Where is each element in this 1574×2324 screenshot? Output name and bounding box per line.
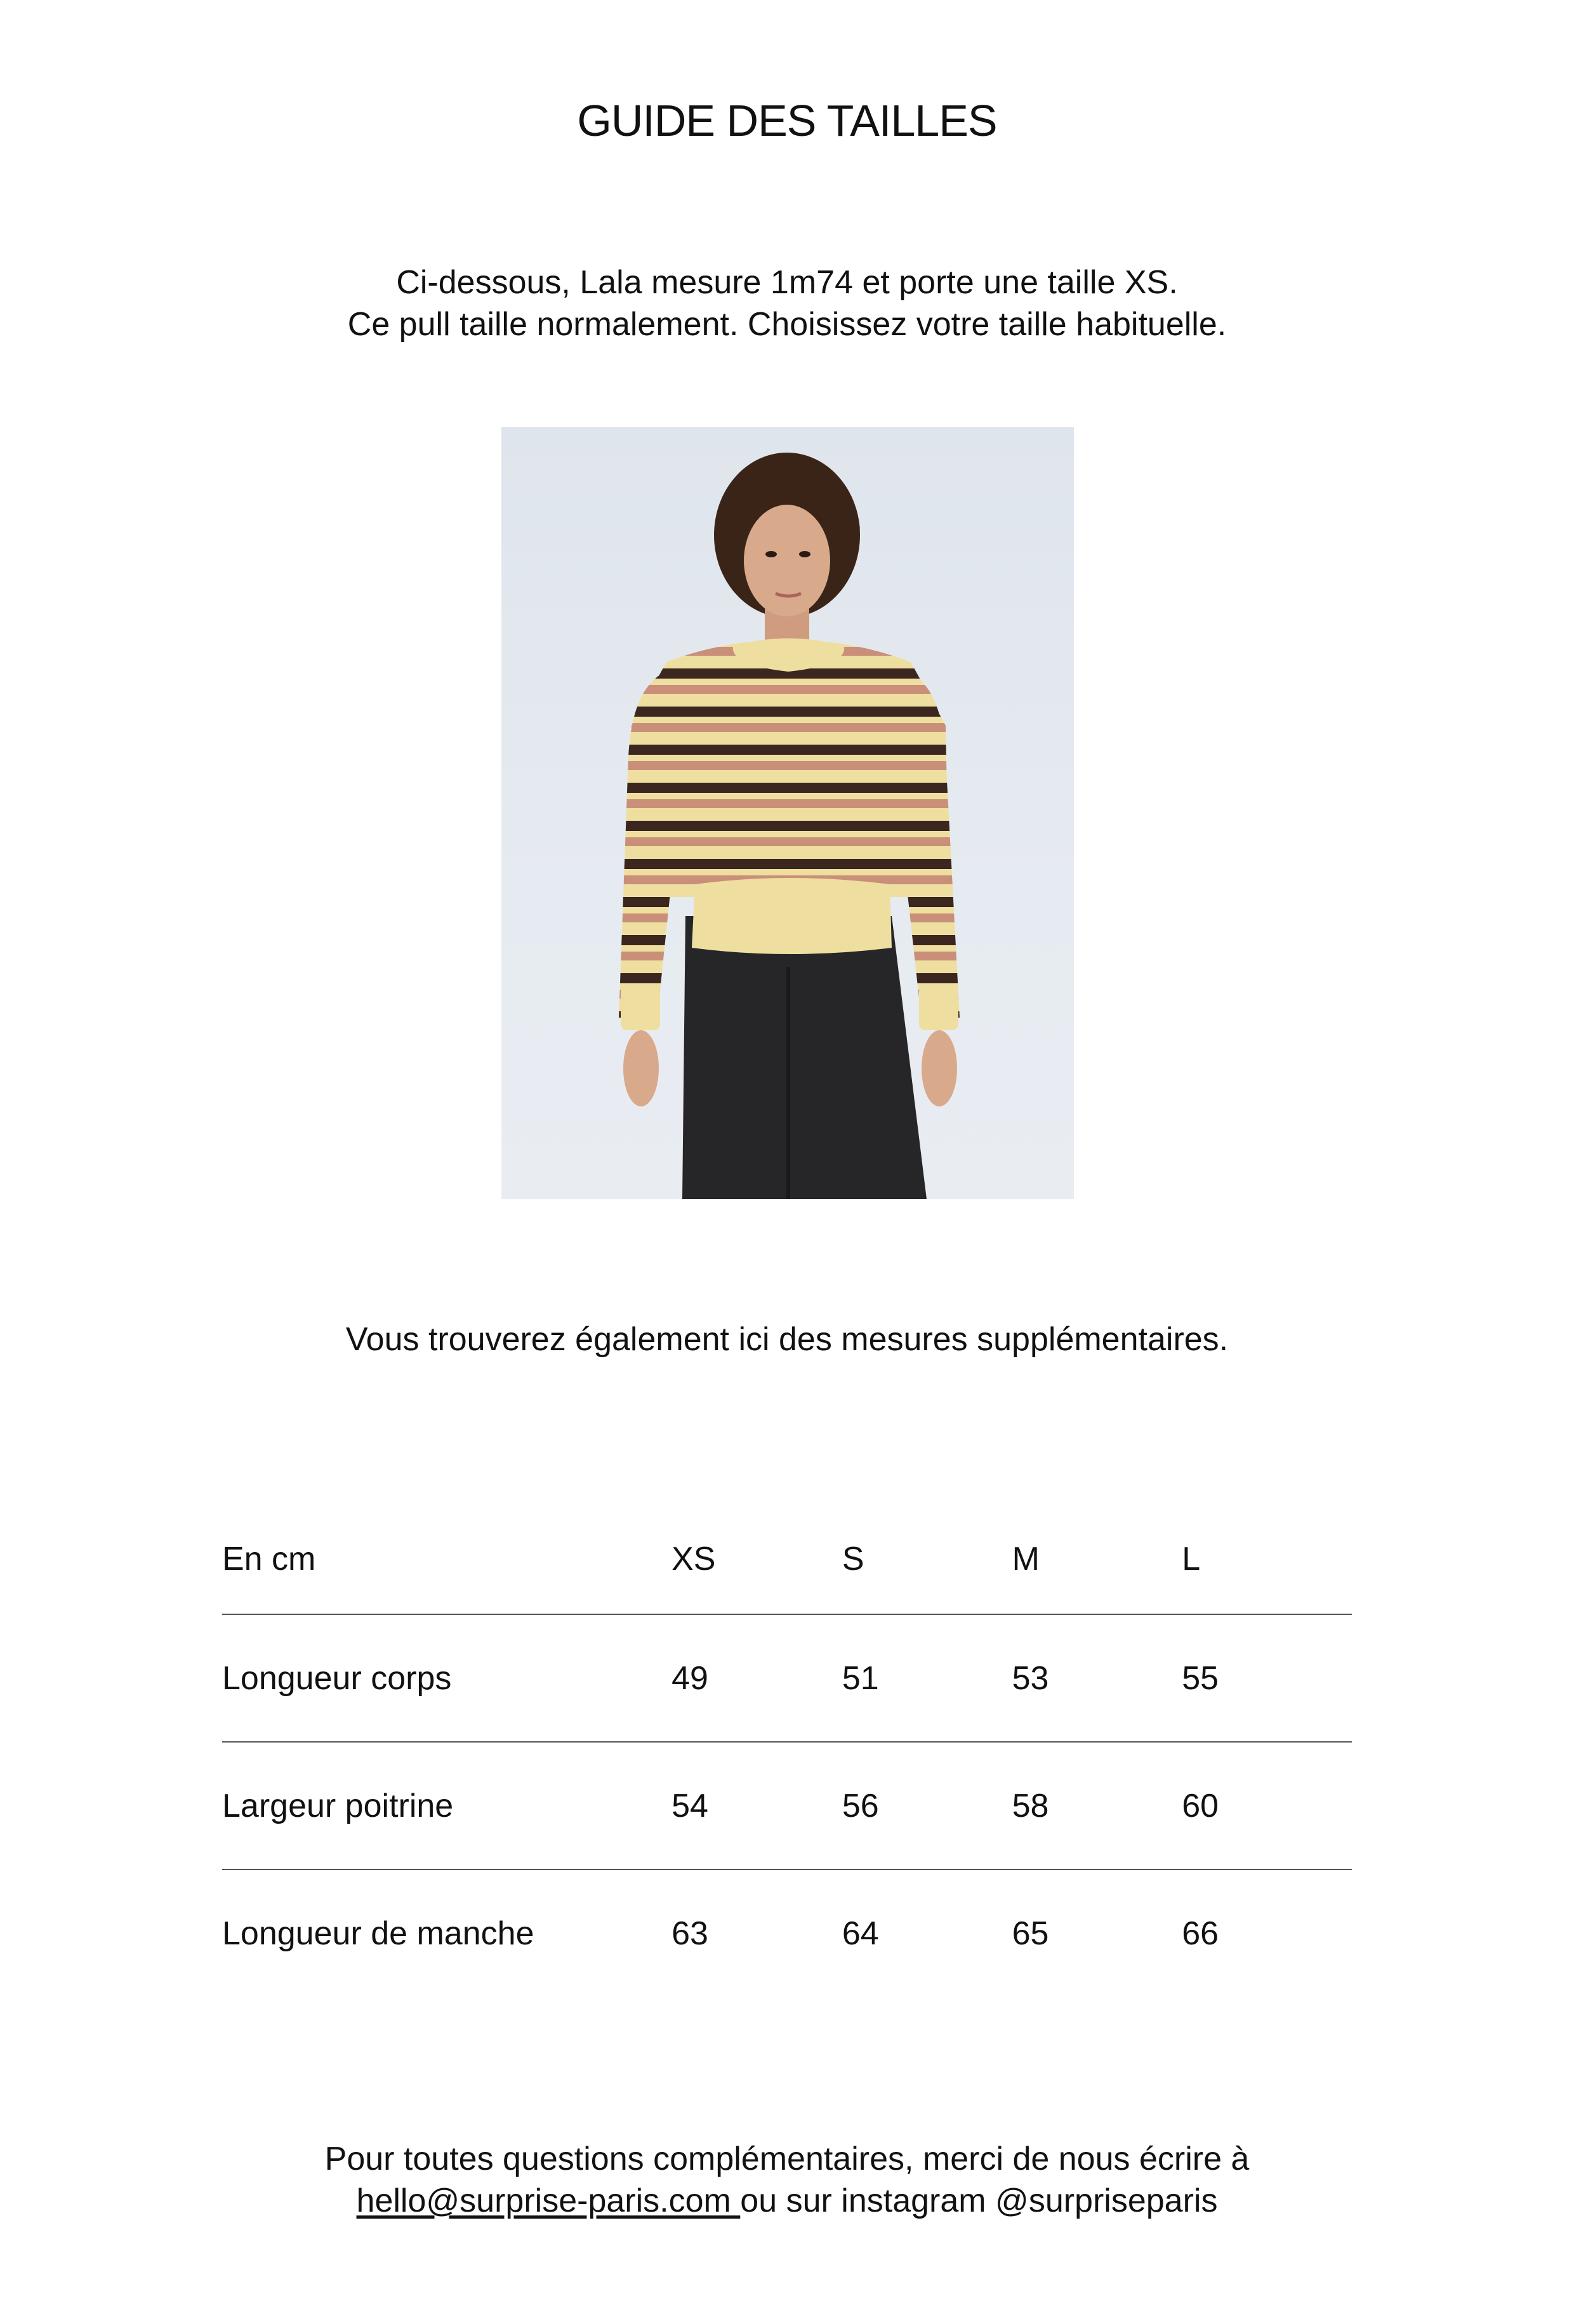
contact-footer [0,2138,1574,2222]
extra-measurements-text: Vous trouverez également ici des mesures supplémentaires. [345,1321,1229,1358]
table-row [222,1614,1352,1742]
size-table [222,1504,1352,1996]
cell-value: 65 [1012,1869,1182,1996]
row-label: Longueur de manche [222,1869,671,1996]
cell-value: 60 [1182,1742,1352,1869]
header-unit-label: En cm [222,1504,671,1614]
sweater-waistband [692,878,892,954]
footer-instagram-text: ou sur instagram @surpriseparis [740,2182,1218,2219]
cell-value: 54 [671,1742,842,1869]
cell-value: 63 [671,1869,842,1996]
cell-value: 64 [842,1869,1012,1996]
header-size-l: L [1182,1504,1352,1614]
row-label: Longueur corps [222,1659,452,1697]
face [744,505,830,616]
size-table-header [222,1504,1352,1614]
intro-text [0,262,1574,345]
intro-line-2: Ce pull taille normalement. Choisissez votre taille habituelle. [347,306,1227,343]
footer-line-1: Pour toutes questions complémentaires, merci de nous écrire à [324,2141,1250,2177]
jeans [682,916,927,1199]
cell-value: 55 [1182,1659,1219,1697]
header-size-m: M [1012,1504,1182,1614]
page-title: GUIDE DES TAILLES [577,96,997,145]
model-illustration [501,427,1074,1199]
header-size-xs: XS [671,1504,842,1614]
header-size-s: S [842,1504,1012,1614]
row-label: Largeur poitrine [222,1742,671,1869]
cell-value: 66 [1182,1869,1352,1996]
table-row [222,1742,1352,1869]
table-row [222,1869,1352,1996]
cell-value: 51 [842,1659,879,1697]
cell-value: 49 [671,1659,708,1697]
intro-line-1: Ci-dessous, Lala mesure 1m74 et porte une taille XS. [396,264,1178,301]
sweater-body [628,637,949,897]
model-photo [501,427,1074,1199]
email-link[interactable]: hello@surprise-paris.com [356,2182,741,2219]
cell-value: 56 [842,1742,1012,1869]
cell-value: 58 [1012,1742,1182,1869]
footer-line-2 [0,2180,1574,2222]
cell-value: 53 [1012,1659,1049,1697]
